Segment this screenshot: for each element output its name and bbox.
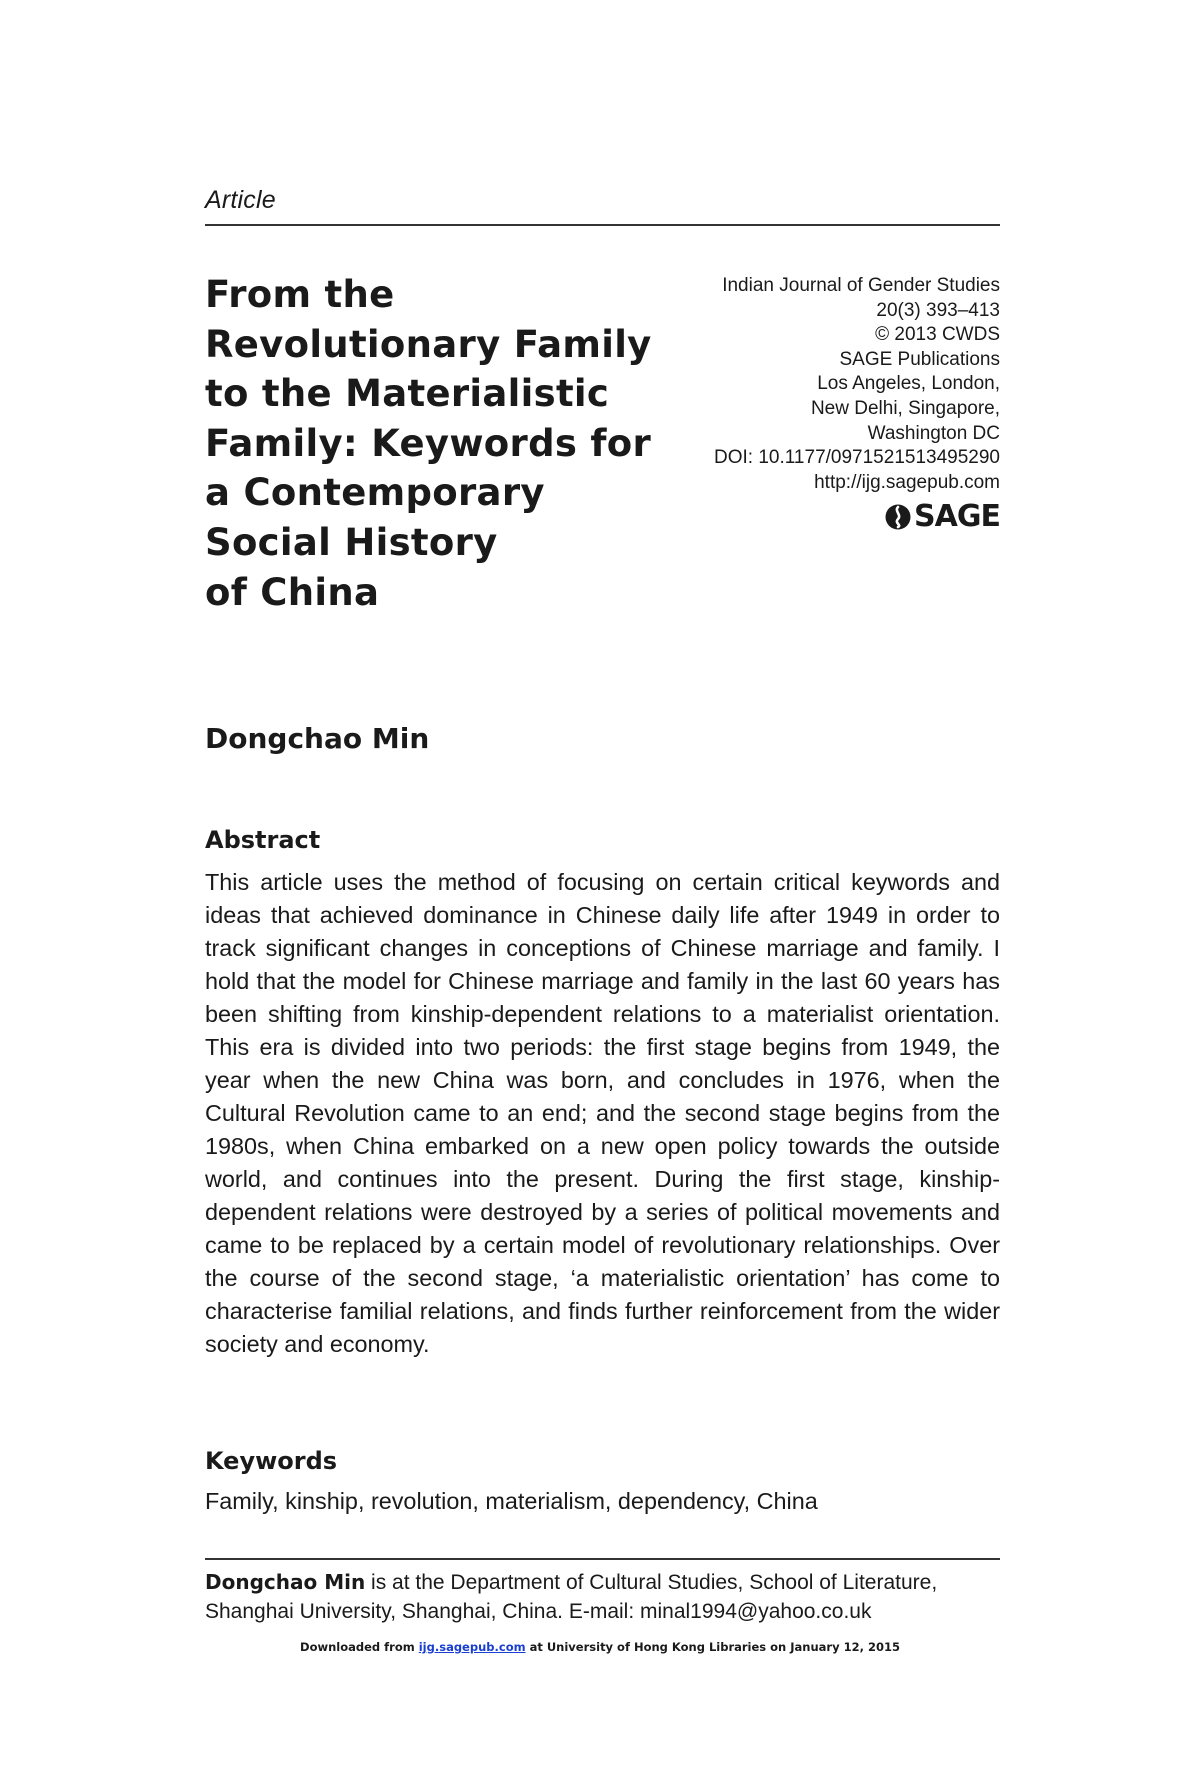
doi: DOI: 10.1177/0971521513495290: [714, 447, 1000, 469]
footnote-affiliation: is at the Department of Cultural Studies, School of Literature, Shanghai University, Shanghai, China. E-mail: minal1994@yahoo.co.uk: [205, 1571, 938, 1623]
keywords-heading: Keywords: [205, 1447, 338, 1475]
title-line: a Contemporary: [205, 471, 545, 515]
article-title: [205, 270, 665, 617]
title-line: to the Materialistic: [205, 372, 610, 416]
sage-logo-mark-icon: [885, 504, 911, 530]
publisher-locations: New Delhi, Singapore,: [810, 397, 1000, 419]
abstract-text: This article uses the method of focusing on certain critical keywords and ideas that achieved dominance in Chinese daily life after 1949 in order to track significant changes in conceptions of Chinese marriage and family. I hold that the model for Chinese marriage and family in the last 60 years has been shifting from kinship-dependent relations to a materialist orientation. This era is divided into two periods: the first stage begins from 1949, the year when the new China was born, and concludes in 1976, when the Cultural Revolution came to an end; and the second stage begins from the 1980s, when China embarked on a new open policy towards the outside world, and continues into the present. During the first stage, kinship-dependent relations were destroyed by a series of political movements and came to be replaced by a certain model of revolutionary relationships. Over the course of the second stage, ‘a materialistic orientation’ has come to characterise familial relations, and finds further reinforcement from the wider society and economy.: [205, 869, 1000, 1357]
header-rule: [205, 224, 1000, 226]
journal-name: Indian Journal of Gender Studies: [722, 275, 1000, 296]
download-link[interactable]: ijg.sagepub.com: [418, 1640, 526, 1654]
download-suffix: at University of Hong Kong Libraries on January 12, 2015: [525, 1640, 900, 1654]
title-line: Family: Keywords for: [205, 421, 652, 465]
title-line: Revolutionary Family: [205, 322, 652, 366]
footnote-rule: [205, 1558, 1000, 1560]
journal-url[interactable]: http://ijg.sagepub.com: [814, 471, 1000, 493]
download-notice: [0, 1640, 1200, 1654]
volume-pages: 20(3) 393–413: [876, 299, 1000, 321]
publisher: SAGE Publications: [839, 348, 1000, 370]
download-prefix: Downloaded from: [300, 1640, 419, 1654]
sage-logo: [885, 500, 1000, 534]
title-line: Social History: [205, 520, 498, 564]
copyright: © 2013 CWDS: [875, 324, 1000, 346]
title-line: From the: [205, 273, 395, 316]
publisher-locations: Los Angeles, London,: [817, 373, 1000, 395]
publisher-locations: Washington DC: [867, 422, 1000, 444]
author-name: Dongchao Min: [205, 722, 430, 755]
sage-logo-text: SAGE: [914, 499, 1000, 534]
footnote-author-name: Dongchao Min: [205, 1570, 366, 1594]
journal-metadata: [660, 274, 1000, 495]
title-line: of China: [205, 570, 380, 614]
abstract-heading: Abstract: [205, 826, 321, 854]
keywords-list: Family, kinship, revolution, materialism, dependency, China: [205, 1488, 818, 1514]
article-type-label: Article: [205, 186, 276, 214]
author-footnote: [205, 1568, 1000, 1626]
